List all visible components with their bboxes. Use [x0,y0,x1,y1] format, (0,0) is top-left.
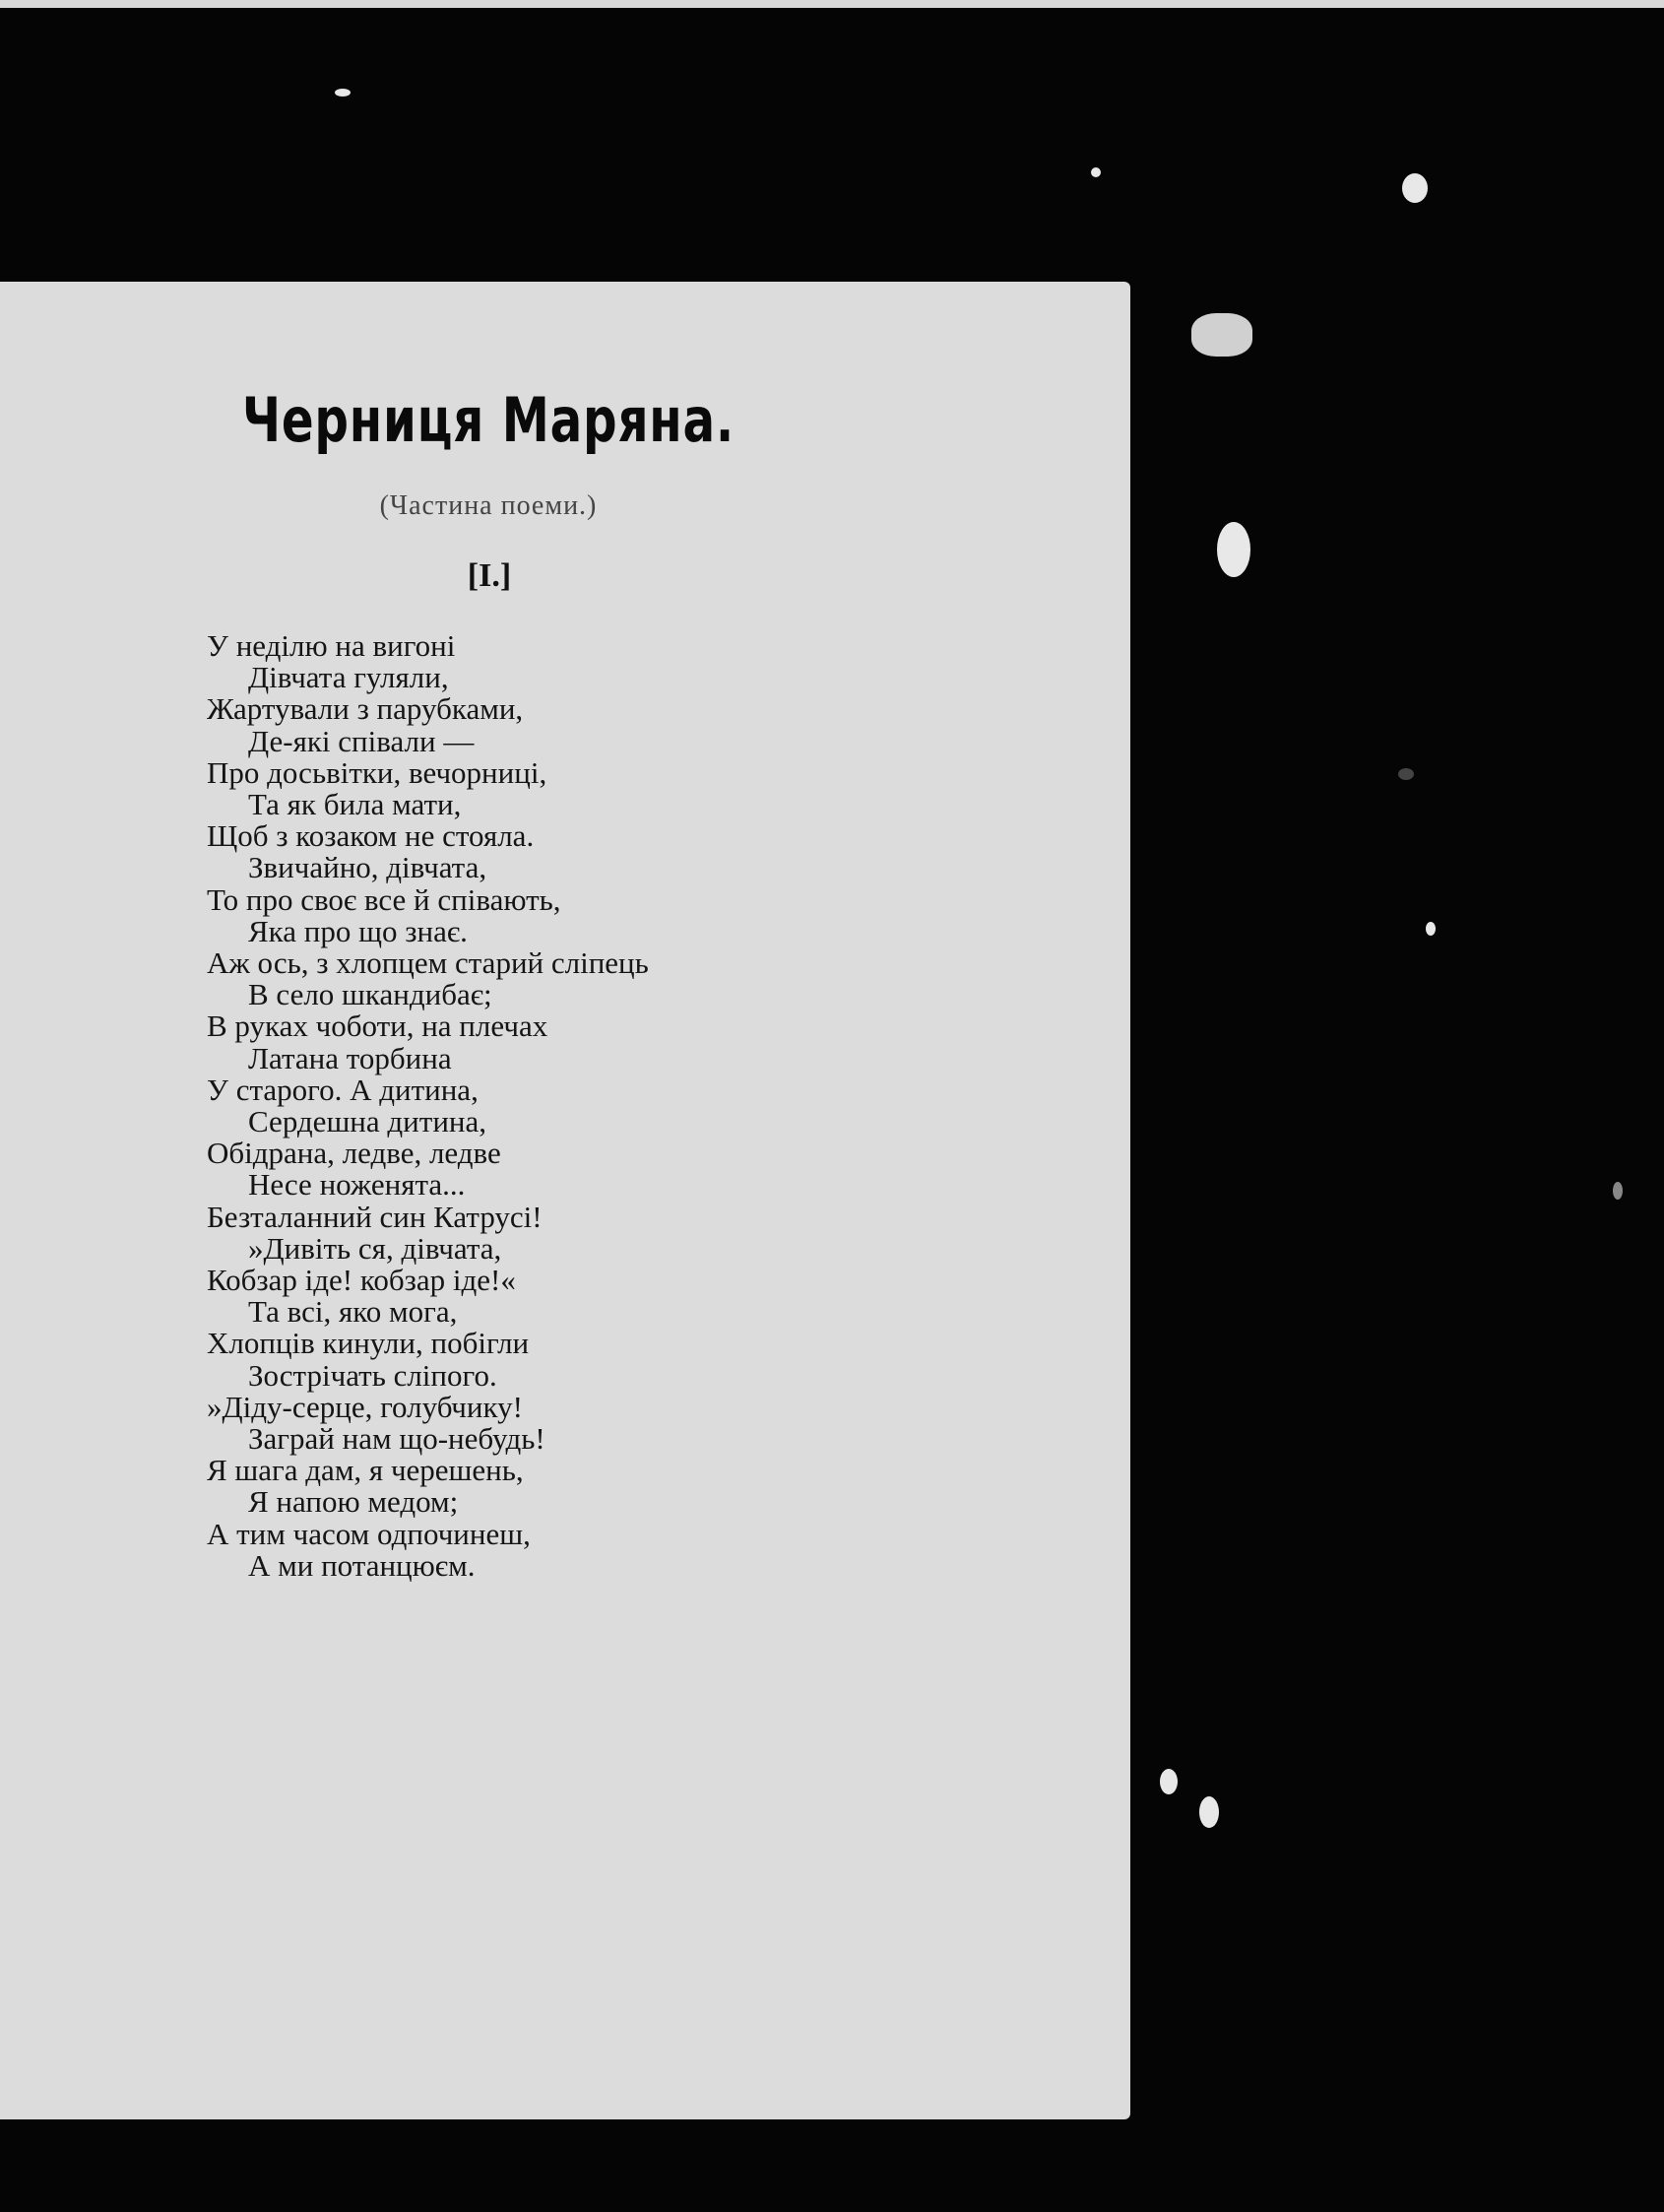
poem-line: А ми потанцюєм. [248,1547,476,1583]
poem-line: Я напою медом; [248,1484,459,1520]
poem-line: Про досьвітки, вечорниці, [207,754,547,790]
poem-line: Яка про що знає. [248,913,468,948]
dust-speck [1613,1182,1623,1200]
poem-title: Черниця Маряна. [241,384,736,456]
poem-line: Хлопців кинули, побігли [207,1326,530,1361]
poem-line: Де-які співали — [248,723,475,758]
poem-line: Та як била мати, [248,787,462,822]
dust-speck [1402,173,1428,203]
dust-speck [1426,922,1436,936]
poem-line: У старого. А дитина, [207,1072,479,1107]
dust-speck [1091,167,1101,177]
dust-speck [1191,313,1252,357]
section-number: [I.] [467,557,512,594]
poem-line: Безталанний син Катрусі! [207,1199,543,1234]
poem-line: »Діду-серце, голубчику! [207,1389,523,1424]
dust-speck [335,89,351,97]
poem-line: Зострічать сліпого. [248,1357,497,1393]
poem-line: Дівчата гуляли, [248,660,449,695]
poem-line: Заграй нам що-небудь! [248,1421,545,1457]
poem-line: Обідрана, ледве, ледве [207,1136,501,1171]
poem-text [207,630,649,1582]
poem-line: В село шкандибає; [248,977,492,1012]
poem-line: У неділю на вигоні [207,628,456,663]
poem-line: »Дивіть ся, дівчата, [248,1230,502,1266]
poem-line: Я шага дам, я черешень, [207,1453,524,1488]
poem-line: То про своє все й співають, [207,881,561,917]
poem-line: Щоб з козаком не стояла. [207,818,535,854]
dust-speck [1217,522,1250,577]
poem-line: Латана торбина [248,1040,452,1075]
poem-line: Жартували з парубками, [207,691,524,727]
poem-line: Сердешна дитина, [248,1104,487,1139]
dust-speck [1160,1769,1178,1794]
film-edge [0,0,1664,8]
poem-line: Несе ноженята... [248,1167,466,1203]
poem-line: Та всі, яко мога, [248,1294,458,1330]
dust-speck [1199,1796,1219,1828]
poem-line: А тим часом одпочинеш, [207,1516,531,1551]
dust-speck [1398,768,1414,780]
poem-line: Звичайно, дівчата, [248,850,487,885]
poem-subtitle: (Частина поеми.) [379,490,598,521]
poem-line: В руках чоботи, на плечах [207,1008,548,1044]
poem-line: Кобзар іде! кобзар іде!« [207,1263,516,1298]
poem-line: Аж ось, з хлопцем старий сліпець [207,945,649,981]
